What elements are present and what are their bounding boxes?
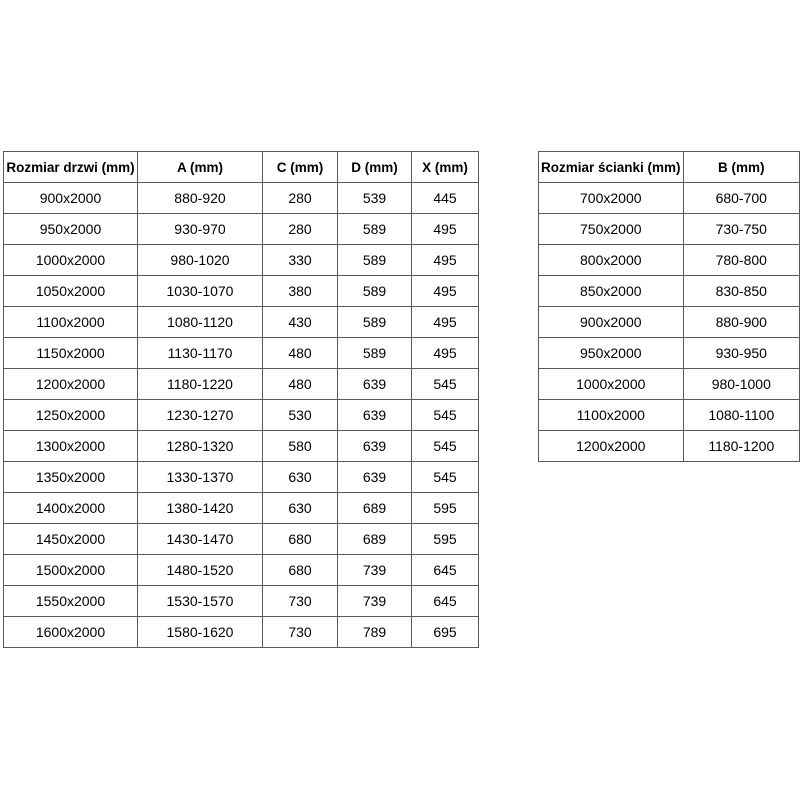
- table-row: [539, 214, 800, 245]
- table-cell: 930-970: [138, 214, 263, 245]
- table-row: [4, 183, 479, 214]
- table-cell: 1350x2000: [4, 462, 138, 493]
- table-cell: 639: [338, 462, 412, 493]
- table-row: [4, 462, 479, 493]
- table-cell: 789: [338, 617, 412, 648]
- table-cell: 380: [263, 276, 338, 307]
- table-cell: 1280-1320: [138, 431, 263, 462]
- table-cell: 545: [412, 369, 479, 400]
- table-cell: 330: [263, 245, 338, 276]
- column-header: C (mm): [263, 152, 338, 183]
- table-cell: 645: [412, 586, 479, 617]
- table-cell: 880-900: [683, 307, 799, 338]
- table-cell: 1480-1520: [138, 555, 263, 586]
- table-cell: 1080-1100: [683, 400, 799, 431]
- table-row: [539, 400, 800, 431]
- door-sizes-table-body: [4, 183, 479, 648]
- table-cell: 589: [338, 276, 412, 307]
- table-cell: 800x2000: [539, 245, 684, 276]
- table-cell: 1250x2000: [4, 400, 138, 431]
- table-cell: 595: [412, 493, 479, 524]
- table-cell: 700x2000: [539, 183, 684, 214]
- table-row: [539, 276, 800, 307]
- table-row: [4, 431, 479, 462]
- column-header: A (mm): [138, 152, 263, 183]
- column-header: Rozmiar ścianki (mm): [539, 152, 684, 183]
- table-cell: 950x2000: [539, 338, 684, 369]
- table-cell: 1080-1120: [138, 307, 263, 338]
- table-cell: 639: [338, 369, 412, 400]
- table-row: [539, 307, 800, 338]
- table-row: [4, 493, 479, 524]
- table-cell: 430: [263, 307, 338, 338]
- table-row: [539, 369, 800, 400]
- door-sizes-table-container: [3, 151, 479, 648]
- table-cell: 539: [338, 183, 412, 214]
- wall-panel-sizes-table-body: [539, 183, 800, 462]
- table-cell: 689: [338, 524, 412, 555]
- table-cell: 1000x2000: [4, 245, 138, 276]
- table-cell: 589: [338, 214, 412, 245]
- table-cell: 739: [338, 555, 412, 586]
- header-row: [539, 152, 800, 183]
- table-row: [4, 338, 479, 369]
- table-cell: 780-800: [683, 245, 799, 276]
- table-cell: 830-850: [683, 276, 799, 307]
- table-row: [4, 524, 479, 555]
- table-row: [4, 400, 479, 431]
- table-cell: 680-700: [683, 183, 799, 214]
- table-cell: 930-950: [683, 338, 799, 369]
- wall-panel-sizes-table-header: [539, 152, 800, 183]
- table-cell: 1000x2000: [539, 369, 684, 400]
- table-cell: 850x2000: [539, 276, 684, 307]
- table-cell: 280: [263, 214, 338, 245]
- table-cell: 495: [412, 338, 479, 369]
- table-cell: 545: [412, 462, 479, 493]
- table-cell: 495: [412, 214, 479, 245]
- column-header: D (mm): [338, 152, 412, 183]
- table-cell: 495: [412, 245, 479, 276]
- table-cell: 900x2000: [4, 183, 138, 214]
- table-cell: 1030-1070: [138, 276, 263, 307]
- table-row: [4, 555, 479, 586]
- table-cell: 730: [263, 586, 338, 617]
- table-cell: 530: [263, 400, 338, 431]
- table-cell: 630: [263, 493, 338, 524]
- column-header: X (mm): [412, 152, 479, 183]
- table-cell: 639: [338, 431, 412, 462]
- table-cell: 680: [263, 555, 338, 586]
- table-cell: 730: [263, 617, 338, 648]
- table-row: [4, 307, 479, 338]
- table-cell: 480: [263, 338, 338, 369]
- table-cell: 1600x2000: [4, 617, 138, 648]
- table-cell: 1200x2000: [539, 431, 684, 462]
- door-sizes-table: [3, 151, 479, 648]
- table-cell: 739: [338, 586, 412, 617]
- table-cell: 1380-1420: [138, 493, 263, 524]
- table-cell: 1550x2000: [4, 586, 138, 617]
- table-row: [4, 245, 479, 276]
- table-cell: 950x2000: [4, 214, 138, 245]
- table-cell: 1230-1270: [138, 400, 263, 431]
- table-cell: 880-920: [138, 183, 263, 214]
- table-cell: 645: [412, 555, 479, 586]
- table-cell: 695: [412, 617, 479, 648]
- table-cell: 900x2000: [539, 307, 684, 338]
- table-cell: 1330-1370: [138, 462, 263, 493]
- table-row: [4, 586, 479, 617]
- table-cell: 545: [412, 400, 479, 431]
- table-cell: 280: [263, 183, 338, 214]
- table-cell: 680: [263, 524, 338, 555]
- table-cell: 630: [263, 462, 338, 493]
- table-row: [4, 369, 479, 400]
- table-row: [539, 431, 800, 462]
- table-cell: 1500x2000: [4, 555, 138, 586]
- table-cell: 595: [412, 524, 479, 555]
- table-cell: 1400x2000: [4, 493, 138, 524]
- table-cell: 589: [338, 338, 412, 369]
- table-cell: 980-1000: [683, 369, 799, 400]
- wall-panel-sizes-table-container: [538, 151, 800, 462]
- table-cell: 1130-1170: [138, 338, 263, 369]
- table-row: [539, 338, 800, 369]
- table-cell: 1430-1470: [138, 524, 263, 555]
- table-cell: 1530-1570: [138, 586, 263, 617]
- header-row: [4, 152, 479, 183]
- table-cell: 589: [338, 245, 412, 276]
- table-cell: 1180-1220: [138, 369, 263, 400]
- table-row: [4, 617, 479, 648]
- column-header: Rozmiar drzwi (mm): [4, 152, 138, 183]
- table-row: [4, 276, 479, 307]
- table-cell: 980-1020: [138, 245, 263, 276]
- door-sizes-table-header: [4, 152, 479, 183]
- table-cell: 1450x2000: [4, 524, 138, 555]
- table-cell: 1150x2000: [4, 338, 138, 369]
- table-cell: 495: [412, 276, 479, 307]
- table-cell: 480: [263, 369, 338, 400]
- table-cell: 750x2000: [539, 214, 684, 245]
- table-cell: 689: [338, 493, 412, 524]
- table-row: [539, 183, 800, 214]
- table-cell: 730-750: [683, 214, 799, 245]
- table-cell: 580: [263, 431, 338, 462]
- table-cell: 1050x2000: [4, 276, 138, 307]
- column-header: B (mm): [683, 152, 799, 183]
- table-cell: 445: [412, 183, 479, 214]
- table-cell: 1300x2000: [4, 431, 138, 462]
- table-row: [539, 245, 800, 276]
- wall-panel-sizes-table: [538, 151, 800, 462]
- table-cell: 545: [412, 431, 479, 462]
- table-cell: 589: [338, 307, 412, 338]
- table-cell: 1180-1200: [683, 431, 799, 462]
- table-cell: 1580-1620: [138, 617, 263, 648]
- table-row: [4, 214, 479, 245]
- table-cell: 1100x2000: [4, 307, 138, 338]
- table-cell: 639: [338, 400, 412, 431]
- table-cell: 1100x2000: [539, 400, 684, 431]
- table-cell: 495: [412, 307, 479, 338]
- table-cell: 1200x2000: [4, 369, 138, 400]
